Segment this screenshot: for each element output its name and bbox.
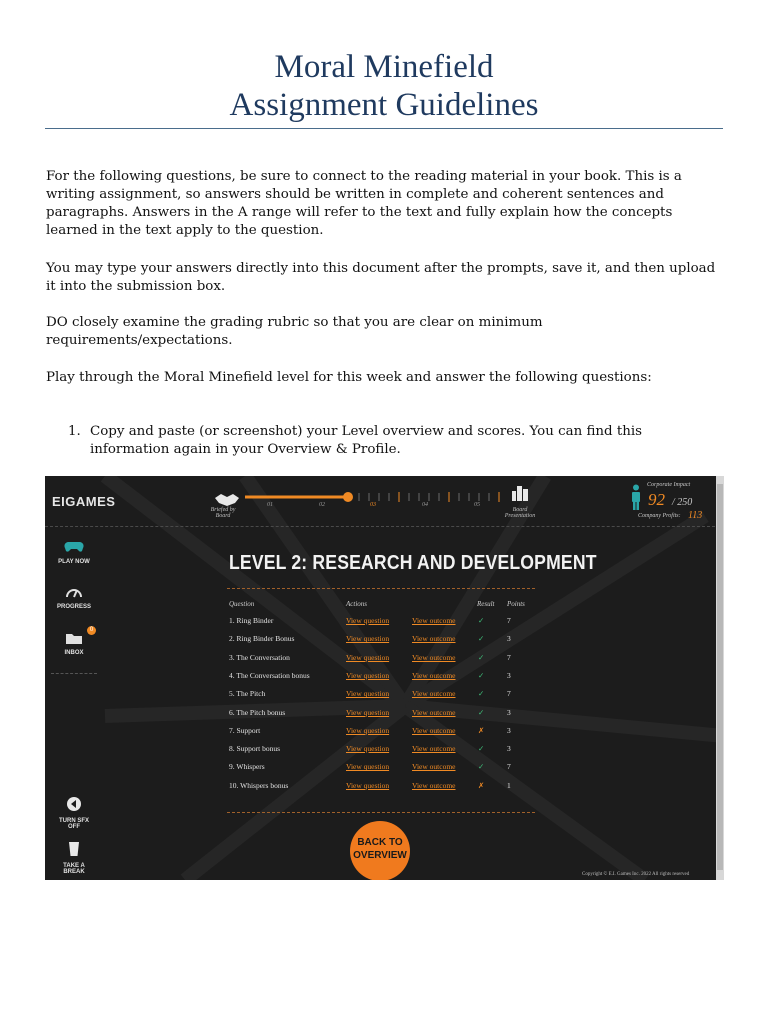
table-row (45, 653, 724, 671)
corporate-impact-label: Corporate Impact (647, 482, 691, 488)
nav-play-now[interactable] (53, 540, 95, 565)
company-profits-value: 113 (688, 510, 703, 521)
table-row (45, 708, 724, 726)
check-icon: ✓ (478, 634, 485, 644)
nav-label: PROGRESS (56, 604, 91, 610)
table-row (45, 744, 724, 762)
nav-turn-sfx-off[interactable] (53, 796, 95, 830)
back-to-overview-button[interactable]: BACK TO OVERVIEW (350, 821, 410, 880)
copyright-text: Copyright © E.I. Games Inc. 2022 All rights reserved (582, 872, 690, 877)
step-label: 04 (422, 502, 428, 508)
view-outcome-link[interactable]: View outcome (412, 652, 456, 662)
points-cell: 3 (507, 670, 511, 680)
question-text: Copy and paste (or screenshot) your Level overview and scores. You can find this information again in your Overview & Profile. (90, 424, 643, 457)
view-outcome-link[interactable]: View outcome (412, 725, 456, 735)
scrollbar-thumb[interactable] (717, 484, 723, 870)
nav-progress[interactable] (53, 586, 95, 610)
title-divider (45, 128, 723, 129)
corporate-impact-max: / 250 (672, 497, 693, 508)
table-row (45, 671, 724, 689)
cup-icon (68, 841, 80, 857)
view-question-link[interactable]: View question (346, 725, 390, 735)
view-outcome-link[interactable]: View outcome (412, 616, 456, 625)
game-screenshot (45, 476, 724, 880)
col-header-points: Points (507, 600, 525, 608)
step-label: 02 (319, 502, 325, 508)
view-outcome-link[interactable]: View outcome (412, 780, 456, 790)
play-through-paragraph: Play through the Moral Minefield level for this week and answer the following questions: (46, 370, 652, 385)
view-outcome-link[interactable]: View outcome (412, 670, 456, 680)
question-cell: 2. Ring Binder Bonus (229, 634, 295, 644)
document-title-line2: Assignment Guidelines (229, 87, 539, 123)
company-profits-label: Company Profits: (638, 513, 681, 519)
view-outcome-link[interactable]: View outcome (412, 634, 456, 644)
level-progress-track (205, 484, 505, 518)
cross-icon: ✗ (478, 725, 485, 735)
view-question-link[interactable]: View question (346, 689, 390, 699)
view-outcome-link[interactable]: View outcome (412, 762, 456, 772)
nav-label: PLAY NOW (58, 559, 90, 565)
nav-take-a-break[interactable] (53, 841, 95, 875)
check-icon: ✓ (478, 670, 485, 680)
view-outcome-link[interactable]: View outcome (412, 689, 456, 699)
check-icon: ✓ (478, 689, 485, 699)
view-question-link[interactable]: View question (346, 707, 390, 717)
question-cell: 5. The Pitch (229, 689, 266, 699)
view-question-link[interactable]: View question (346, 616, 390, 625)
person-icon (630, 484, 642, 510)
nav-label: TURN SFX OFF (59, 818, 89, 830)
points-cell: 3 (507, 744, 511, 754)
document-title-line1: Moral Minefield (274, 49, 494, 85)
col-header-question: Question (229, 600, 255, 608)
question-cell: 10. Whispers bonus (229, 780, 289, 790)
step-label: 01 (267, 502, 273, 508)
brand-logo: EIGAMES (52, 494, 116, 509)
board-building-icon (511, 485, 529, 501)
table-row (45, 762, 724, 780)
speedometer-icon (65, 586, 83, 598)
question-cell: 9. Whispers (229, 762, 265, 772)
col-header-actions: Actions (346, 600, 367, 608)
cross-icon: ✗ (478, 780, 485, 790)
table-row (45, 726, 724, 744)
points-cell: 7 (507, 616, 511, 625)
header-divider (45, 526, 715, 527)
nav-label: INBOX (64, 650, 84, 656)
question-number: 1. (68, 424, 81, 439)
view-question-link[interactable]: View question (346, 634, 390, 644)
inbox-badge: 0 (87, 626, 96, 635)
progress-marker (343, 492, 353, 502)
check-icon: ✓ (478, 744, 485, 754)
table-row (45, 616, 724, 634)
question-cell: 4. The Conversation bonus (229, 670, 310, 680)
points-cell: 7 (507, 762, 511, 772)
table-row (45, 781, 724, 799)
check-icon: ✓ (478, 616, 485, 625)
view-outcome-link[interactable]: View outcome (412, 707, 456, 717)
view-question-link[interactable]: View question (346, 652, 390, 662)
step-label: 03 (370, 502, 376, 508)
question-cell: 7. Support (229, 725, 261, 735)
points-cell: 7 (507, 652, 511, 662)
points-cell: 1 (507, 780, 511, 790)
level-title: LEVEL 2: RESEARCH AND DEVELOPMENT (229, 552, 597, 574)
view-question-link[interactable]: View question (346, 670, 390, 680)
table-row (45, 634, 724, 652)
question-cell: 3. The Conversation (229, 652, 290, 662)
points-cell: 3 (507, 707, 511, 717)
gamepad-icon (64, 540, 84, 553)
question-cell: 1. Ring Binder (229, 616, 274, 625)
check-icon: ✓ (478, 707, 485, 717)
title-divider (227, 588, 535, 589)
question-cell: 6. The Pitch bonus (229, 707, 286, 717)
view-outcome-link[interactable]: View outcome (412, 744, 456, 754)
table-bottom-divider (227, 812, 535, 813)
step-label: 05 (474, 502, 480, 508)
briefing-handshake-icon (215, 494, 239, 506)
view-question-link[interactable]: View question (346, 762, 390, 772)
view-question-link[interactable]: View question (346, 780, 390, 790)
col-header-result: Result (477, 600, 495, 608)
view-question-link[interactable]: View question (346, 744, 390, 754)
submission-paragraph: You may type your answers directly into this document after the prompts, save it, and then upload it into the submission box. (46, 261, 716, 294)
corporate-impact-value: 92 (648, 490, 665, 509)
progress-start-label: Briefed by Board (210, 507, 236, 519)
nav-label: TAKE A BREAK (63, 863, 85, 875)
rubric-paragraph: DO closely examine the grading rubric so that you are clear on minimum requirements/expectations. (46, 315, 543, 348)
table-row (45, 689, 724, 707)
points-cell: 3 (507, 634, 511, 644)
points-cell: 3 (507, 725, 511, 735)
points-cell: 7 (507, 689, 511, 699)
progress-end-label: Board Presentation (504, 507, 536, 519)
check-icon: ✓ (478, 652, 485, 662)
check-icon: ✓ (478, 762, 485, 772)
question-cell: 8. Support bonus (229, 744, 281, 754)
scrollbar[interactable] (716, 476, 724, 880)
instructions-paragraph: For the following questions, be sure to connect to the reading material in your book. This is a writing assignment, so answers should be written in complete and coherent sentences and paragraphs. Answers in the A range will refer to the text and fully explain how the concepts learned in the text apply to the question. (46, 169, 682, 238)
